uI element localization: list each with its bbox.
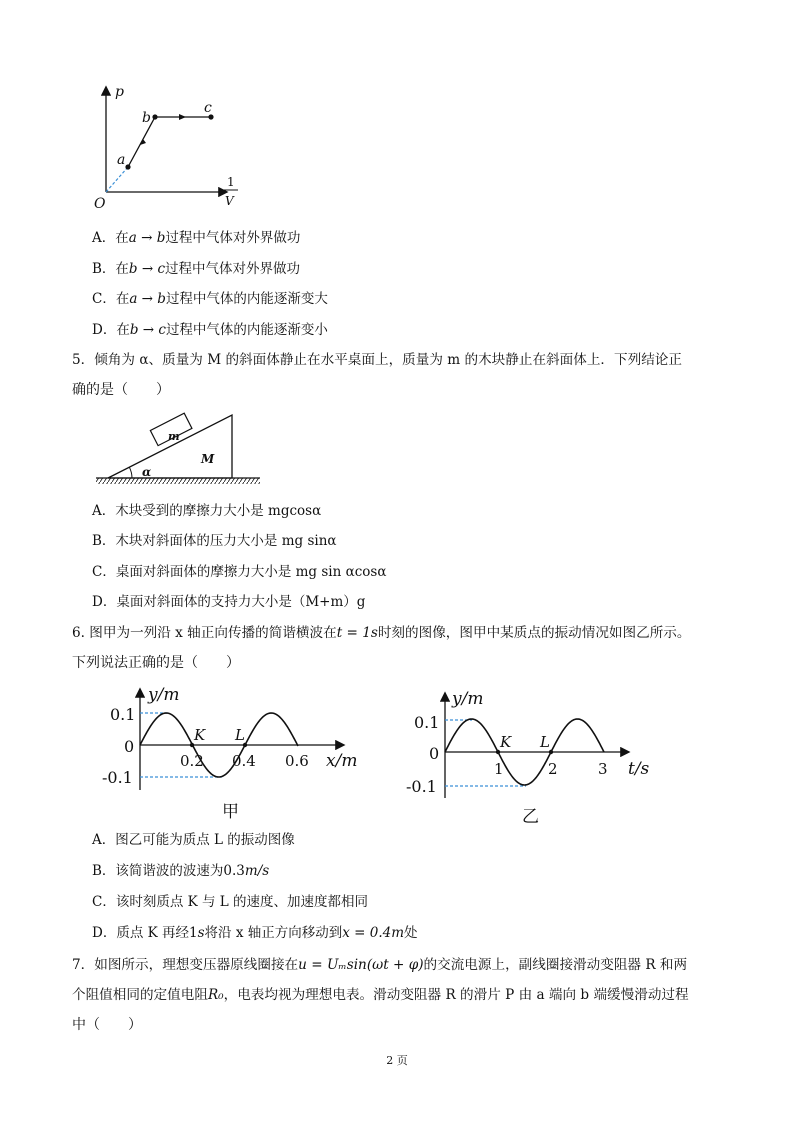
yi-caption: 乙: [522, 807, 539, 827]
q5-option-c[interactable]: C．桌面对斜面体的摩擦力大小是 mg sin αcosα: [92, 564, 387, 580]
jia-label-L: L: [235, 726, 245, 744]
q5-option-d[interactable]: D．桌面对斜面体的支持力大小是（M+m）g: [92, 594, 366, 610]
q4-label-p: p: [115, 84, 124, 100]
jia-label-K: K: [194, 726, 206, 744]
yi-ylabel: y/m: [452, 689, 484, 709]
q4-label-origin: O: [94, 196, 106, 212]
q4-point-a-dot: [125, 164, 130, 169]
yi-y-neg: -0.1: [406, 777, 437, 796]
q4-dashed-extension: [106, 167, 128, 192]
q5-option-b[interactable]: B．木块对斜面体的压力大小是 mg sinα: [92, 533, 337, 549]
q5-stem-line1: 5．倾角为 α、质量为 M 的斜面体静止在水平桌面上，质量为 m 的木块静止在斜面体上．下列结论正: [72, 352, 682, 368]
yi-xlabel: t/s: [628, 759, 650, 779]
q5-label-alpha: α: [142, 465, 152, 479]
q4-label-x-den: V: [225, 194, 234, 208]
q4-point-b-dot: [152, 114, 157, 119]
q4-arrow-bc: [179, 114, 186, 120]
jia-ylabel: y/m: [148, 685, 180, 705]
q6-option-d[interactable]: D．质点 K 再经1s将沿 x 轴正方向移动到x = 0.4m处: [92, 925, 418, 941]
q4-pv-figure: [88, 82, 258, 217]
q7-stem-line2: 个阻值相同的定值电阻R₀，电表均视为理想电表。滑动变阻器 R 的滑片 P 由 a 端向 b 端缓慢滑动过程: [72, 987, 689, 1003]
q4-label-b: b: [142, 110, 151, 126]
yi-tick-2: 2: [548, 760, 558, 778]
yi-tick-1: 1: [494, 760, 504, 778]
jia-tick-2: 0.4: [232, 752, 256, 770]
q4-label-c: c: [204, 100, 212, 116]
q6-stem-line1: 6. 图甲为一列沿 x 轴正向传播的简谐横波在t = 1s时刻的图像，图甲中某质点的振动情况如图乙所示。: [72, 625, 691, 641]
q5-stem-line2: 确的是（ ）: [72, 382, 170, 398]
jia-y-zero: 0: [124, 737, 135, 756]
jia-tick-3: 0.6: [285, 752, 309, 770]
yi-label-L: L: [540, 733, 550, 751]
q6-fig-yi: [400, 686, 670, 831]
yi-tick-3: 3: [598, 760, 608, 778]
yi-label-K: K: [500, 733, 512, 751]
yi-y-pos: 0.1: [414, 713, 440, 732]
q6-option-c[interactable]: C．该时刻质点 K 与 L 的速度、加速度都相同: [92, 894, 369, 910]
jia-caption: 甲: [222, 802, 239, 822]
q5-incline-figure: [92, 410, 262, 490]
jia-xlabel: x/m: [326, 751, 358, 771]
q6-stem-line2: 下列说法正确的是（ ）: [72, 655, 240, 671]
q4-option-c[interactable]: C．在a → b过程中气体的内能逐渐变大: [92, 291, 328, 307]
q5-table-hatch: [96, 478, 260, 484]
q4-option-a[interactable]: A．在a → b过程中气体对外界做功: [92, 230, 301, 246]
q5-label-m: m: [168, 430, 180, 443]
page-footer: 2 页: [386, 1054, 408, 1067]
q4-label-a: a: [117, 152, 126, 168]
q4-option-d[interactable]: D．在b → c过程中气体的内能逐渐变小: [92, 322, 328, 338]
q6-option-b[interactable]: B．该简谐波的波速为0.3m/s: [92, 863, 270, 879]
q6-option-a[interactable]: A．图乙可能为质点 L 的振动图像: [92, 832, 295, 848]
q5-label-M: M: [201, 452, 215, 466]
q6-fig-jia: [100, 680, 375, 825]
q5-angle-arc: [129, 467, 132, 478]
yi-y-zero: 0: [429, 744, 440, 763]
q7-stem-line3: 中（ ）: [72, 1017, 142, 1033]
q4-option-b[interactable]: B．在b → c过程中气体对外界做功: [92, 261, 301, 277]
q5-option-a[interactable]: A．木块受到的摩擦力大小是 mgcosα: [92, 503, 322, 519]
jia-y-pos: 0.1: [110, 705, 136, 724]
q4-label-x-num: 1: [227, 175, 235, 189]
q7-stem-line1: 7．如图所示，理想变压器原线圈接在u = Uₘsin(ωt + φ)的交流电源上，副线圈接滑动变阻器 R 和两: [72, 957, 688, 973]
jia-tick-1: 0.2: [180, 752, 204, 770]
jia-y-neg: -0.1: [102, 768, 133, 787]
